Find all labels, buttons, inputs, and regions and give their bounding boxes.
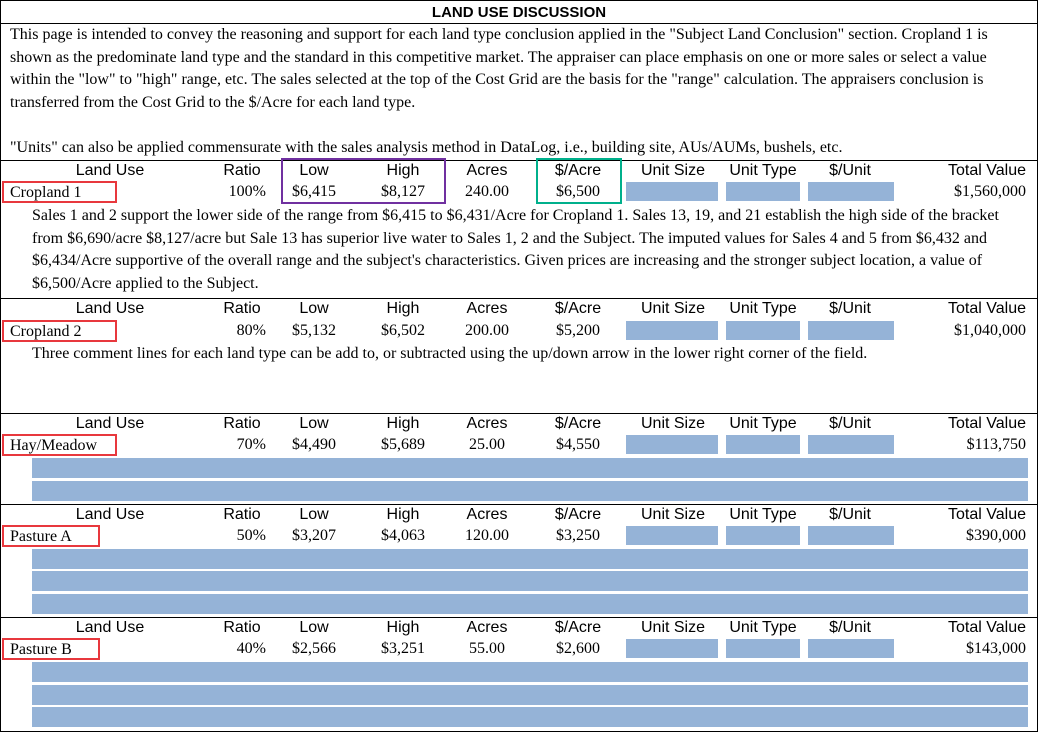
header-per-acre: $/Acre (554, 415, 602, 432)
header-high: High (386, 506, 420, 523)
high-value: $5,689 (381, 436, 425, 453)
header-per-unit: $/Unit (829, 506, 871, 523)
high-value: $4,063 (381, 527, 425, 544)
per-unit-field[interactable] (808, 435, 894, 454)
total-value: $113,750 (966, 436, 1026, 453)
comment-line-2[interactable] (32, 571, 1028, 591)
per-unit-field[interactable] (808, 182, 894, 201)
header-acres: Acres (466, 300, 508, 317)
high-value: $3,251 (381, 640, 425, 657)
ratio-value: 70% (236, 436, 266, 453)
header-unit-size: Unit Size (640, 619, 706, 636)
header-land-use: Land Use (75, 300, 145, 317)
header-unit-type: Unit Type (729, 506, 797, 523)
header-high: High (386, 415, 420, 432)
per-unit-field[interactable] (808, 639, 894, 658)
unit-size-field[interactable] (626, 321, 718, 340)
acres-value: 240.00 (465, 183, 509, 200)
header-low: Low (299, 506, 329, 523)
intro-paragraph: This page is intended to convey the reasoning and support for each land type conclusion applied in the "Subject Land Conclusion" section. Cropland 1 is shown as the predominate land type and the standard in this competitive market. The appraiser can place emphasis on one or more sales or select a value within the "low" to "high" range, etc. The sales selected at the top of the Cost Grid are the basis for the "range" calculation. The appraisers conclusion is transferred from the Cost Grid to the $/Acre for each land type. (10, 26, 988, 111)
land-type-name-cropland-2: Cropland 2 (2, 320, 117, 342)
header-acres: Acres (466, 415, 508, 432)
header-total-value: Total Value (948, 300, 1026, 317)
header-per-acre: $/Acre (554, 300, 602, 317)
low-value: $4,490 (292, 436, 336, 453)
ratio-value: 40% (236, 640, 266, 657)
header-per-unit: $/Unit (829, 415, 871, 432)
header-low: Low (299, 162, 329, 179)
comment-cropland-2[interactable]: Three comment lines for each land type can be add to, or subtracted using the up/down arrow in the lower right corner of the field. (32, 345, 868, 362)
high-value: $8,127 (381, 183, 425, 200)
ratio-value: 50% (236, 527, 266, 544)
acres-value: 120.00 (465, 527, 509, 544)
header-land-use: Land Use (75, 619, 145, 636)
land-type-name-hay-meadow: Hay/Meadow (2, 434, 117, 456)
page-title: LAND USE DISCUSSION (431, 4, 607, 21)
header-high: High (386, 619, 420, 636)
header-unit-size: Unit Size (640, 300, 706, 317)
comment-line-3[interactable] (32, 594, 1028, 614)
unit-type-field[interactable] (726, 526, 800, 545)
total-value: $143,000 (966, 640, 1026, 657)
land-type-name-pasture-b: Pasture B (2, 638, 100, 660)
intro-text (10, 24, 1030, 159)
comment-line-1[interactable] (32, 549, 1028, 569)
header-low: Low (299, 415, 329, 432)
per-acre-value: $5,200 (556, 322, 600, 339)
header-unit-size: Unit Size (640, 506, 706, 523)
land-type-name-cropland-1: Cropland 1 (2, 181, 117, 203)
per-unit-field[interactable] (808, 321, 894, 340)
header-per-acre: $/Acre (554, 619, 602, 636)
low-value: $6,415 (292, 183, 336, 200)
header-per-unit: $/Unit (829, 162, 871, 179)
comment-line-2[interactable] (32, 481, 1028, 501)
total-value: $390,000 (966, 527, 1026, 544)
header-per-acre: $/Acre (554, 162, 602, 179)
comment-cropland-1[interactable]: Sales 1 and 2 support the lower side of the range from $6,415 to $6,431/Acre for Cropland 1. Sales 13, 19, and 21 establish the high side of the bracket from $6,690/acre $8,127/acre but Sale 13 has superior live water to Sales 1, 2 and the Subject. The imputed values for Sales 4 and 5 from $6,432 and $6,434/Acre supportive of the overall range and the subject's characteristics. Given prices are increasing and the stronger subject location, a value of $6,500/Acre applied to the Subject. (32, 207, 999, 292)
acres-value: 200.00 (465, 322, 509, 339)
header-land-use: Land Use (75, 162, 145, 179)
header-ratio: Ratio (223, 415, 261, 432)
header-unit-size: Unit Size (640, 162, 706, 179)
low-value: $5,132 (292, 322, 336, 339)
header-acres: Acres (466, 162, 508, 179)
header-unit-type: Unit Type (729, 300, 797, 317)
total-value: $1,040,000 (954, 322, 1026, 339)
header-ratio: Ratio (223, 506, 261, 523)
header-acres: Acres (466, 619, 508, 636)
low-value: $2,566 (292, 640, 336, 657)
header-high: High (386, 300, 420, 317)
header-per-acre: $/Acre (554, 506, 602, 523)
header-land-use: Land Use (75, 506, 145, 523)
unit-type-field[interactable] (726, 435, 800, 454)
low-value: $3,207 (292, 527, 336, 544)
unit-size-field[interactable] (626, 435, 718, 454)
header-per-unit: $/Unit (829, 619, 871, 636)
comment-line-3[interactable] (32, 707, 1028, 727)
per-acre-value: $2,600 (556, 640, 600, 657)
unit-size-field[interactable] (626, 639, 718, 658)
unit-type-field[interactable] (726, 321, 800, 340)
comment-line-2[interactable] (32, 685, 1028, 705)
range-highlight-box (281, 158, 446, 204)
header-unit-type: Unit Type (729, 415, 797, 432)
header-ratio: Ratio (223, 619, 261, 636)
per-acre-value: $6,500 (556, 183, 600, 200)
header-unit-type: Unit Type (729, 619, 797, 636)
header-total-value: Total Value (948, 415, 1026, 432)
ratio-value: 80% (236, 322, 266, 339)
header-total-value: Total Value (948, 506, 1026, 523)
acres-value: 55.00 (469, 640, 505, 657)
header-ratio: Ratio (223, 300, 261, 317)
ratio-value: 100% (228, 183, 266, 200)
comment-line-1[interactable] (32, 458, 1028, 478)
comment-line-1[interactable] (32, 662, 1028, 682)
header-ratio: Ratio (223, 162, 261, 179)
per-acre-value: $3,250 (556, 527, 600, 544)
total-value: $1,560,000 (954, 183, 1026, 200)
header-low: Low (299, 619, 329, 636)
unit-size-field[interactable] (626, 526, 718, 545)
land-type-name-pasture-a: Pasture A (2, 525, 100, 547)
header-acres: Acres (466, 506, 508, 523)
header-land-use: Land Use (75, 415, 145, 432)
header-total-value: Total Value (948, 162, 1026, 179)
header-total-value: Total Value (948, 619, 1026, 636)
header-low: Low (299, 300, 329, 317)
per-acre-value: $4,550 (556, 436, 600, 453)
unit-type-field[interactable] (726, 182, 800, 201)
unit-size-field[interactable] (626, 182, 718, 201)
per-unit-field[interactable] (808, 526, 894, 545)
header-high: High (386, 162, 420, 179)
header-unit-type: Unit Type (729, 162, 797, 179)
header-unit-size: Unit Size (640, 415, 706, 432)
unit-type-field[interactable] (726, 639, 800, 658)
high-value: $6,502 (381, 322, 425, 339)
units-note: "Units" can also be applied commensurate with the sales analysis method in DataLog, i.e., building site, AUs/AUMs, bushels, etc. (10, 138, 843, 156)
acres-value: 25.00 (469, 436, 505, 453)
header-per-unit: $/Unit (829, 300, 871, 317)
per-acre-highlight-box (536, 158, 622, 204)
